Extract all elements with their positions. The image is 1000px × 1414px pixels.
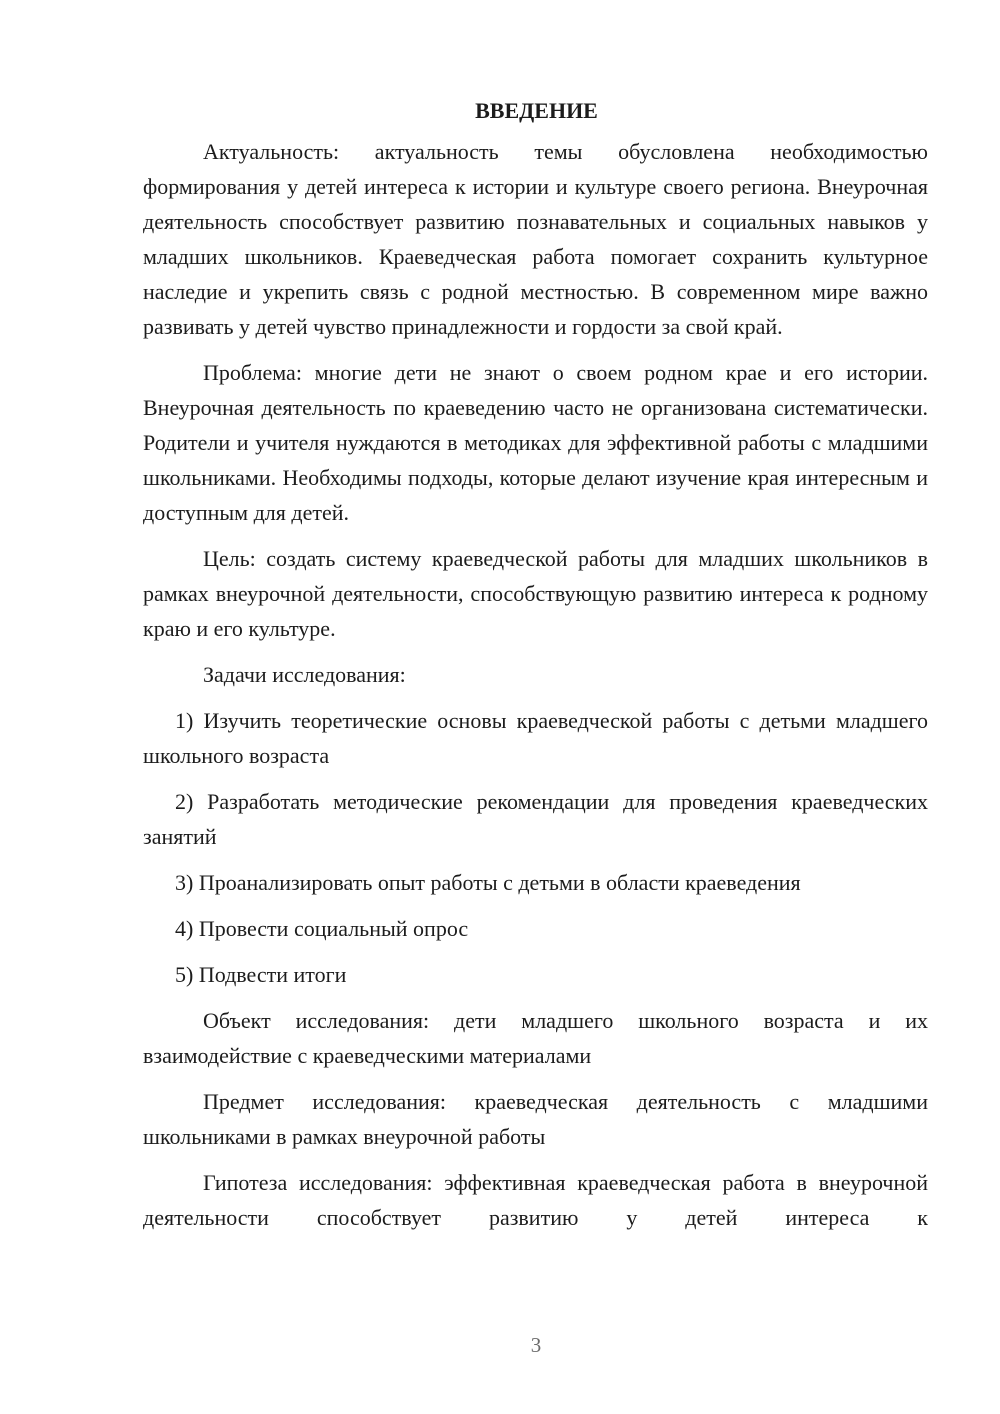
task-item-5: 5) Подвести итоги <box>175 962 347 987</box>
page-number: 3 <box>530 1333 542 1357</box>
task-item-2: 2) Разработать методические рекомендации для проведения краеведческих занятий <box>143 789 928 849</box>
task-item-4: 4) Провести социальный опрос <box>175 916 469 941</box>
tasks-heading: Задачи исследования: <box>203 662 406 687</box>
section-title: ВВЕДЕНИЕ <box>475 98 598 123</box>
task-item-1: 1) Изучить теоретические основы краеведческой работы с детьми младшего школьного возраста <box>143 708 928 768</box>
task-item-3: 3) Проанализировать опыт работы с детьми в области краеведения <box>175 870 801 895</box>
page-content <box>143 95 928 1235</box>
goal-paragraph: Цель: создать систему краеведческой работы для младших школьников в рамках внеурочной деятельности, способствующую развитию интереса к родному краю и его культуре. <box>143 546 928 641</box>
hypothesis-paragraph: Гипотеза исследования: эффективная краеведческая работа в внеурочной деятельности способствует развитию у детей интереса к <box>143 1170 928 1230</box>
problem-paragraph: Проблема: многие дети не знают о своем родном крае и его истории. Внеурочная деятельность по краеведению часто не организована систематически. Родители и учителя нуждаются в методиках для эффективной работы с младшими школьниками. Необходимы подходы, которые делают изучение края интересным и доступным для детей. <box>143 360 928 525</box>
subject-paragraph: Предмет исследования: краеведческая деятельность с младшими школьниками в рамках внеурочной работы <box>143 1089 928 1149</box>
object-paragraph: Объект исследования: дети младшего школьного возраста и их взаимодействие с краеведческими материалами <box>143 1008 928 1068</box>
relevance-paragraph: Актуальность: актуальность темы обусловлена необходимостью формирования у детей интереса к истории и культуре своего региона. Внеурочная деятельность способствует развитию познавательных и социальных навыков у младших школьников. Краеведческая работа помогает сохранить культурное наследие и укрепить связь с родной местностью. В современном мире важно развивать у детей чувство принадлежности и гордости за свой край. <box>143 139 928 339</box>
